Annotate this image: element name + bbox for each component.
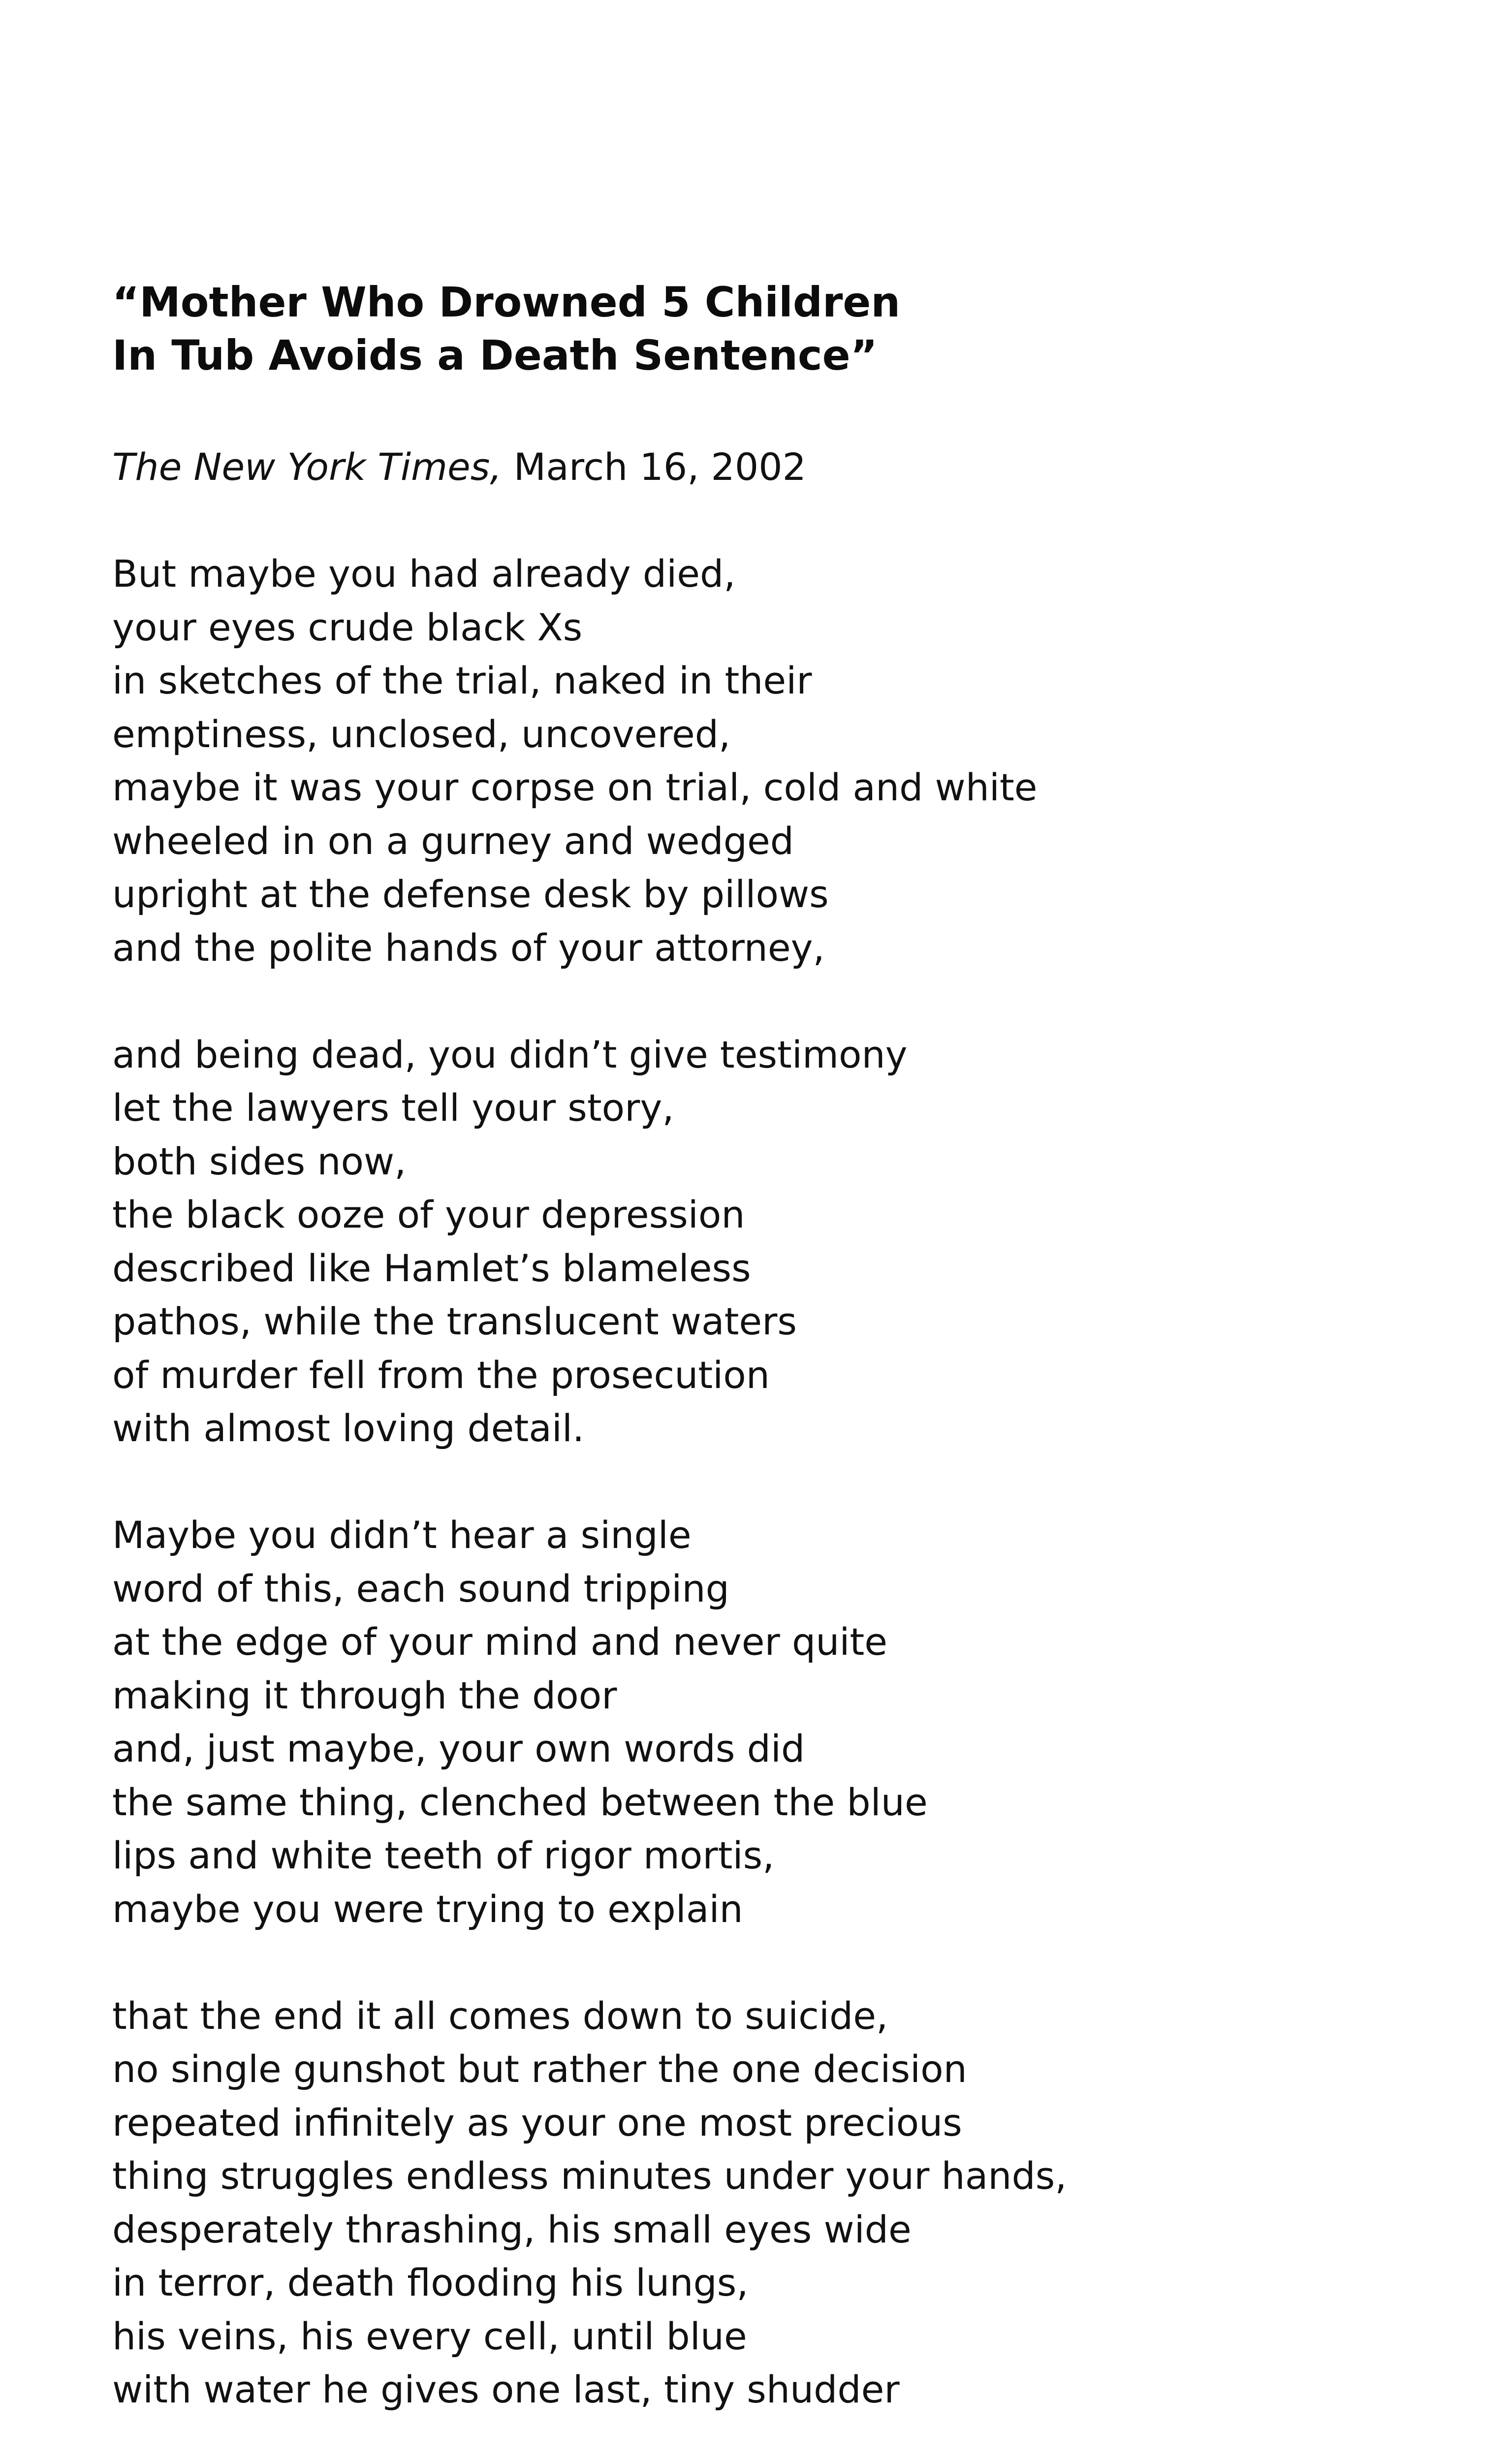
poem-line: let the lawyers tell your story, <box>112 1086 674 1130</box>
poem-line: no single gunshot but rather the one decision <box>112 2047 967 2091</box>
poem-line: described like Hamlet’s blameless <box>112 1246 751 1290</box>
poem-line: and, just maybe, your own words did <box>112 1727 805 1770</box>
poem-line: repeated infinitely as your one most precious <box>112 2100 962 2145</box>
poem-line: desperately thrashing, his small eyes wide <box>112 2207 912 2251</box>
poem-body <box>112 547 1067 2461</box>
poem-line: But maybe you had already died, <box>112 552 736 596</box>
poem-stanza <box>112 1028 1067 1455</box>
source-citation <box>112 441 806 494</box>
poem-title-line: “Mother Who Drowned 5 Children <box>112 278 901 326</box>
source-date: March 16, 2002 <box>502 445 806 489</box>
poem-line: emptiness, unclosed, uncovered, <box>112 712 731 756</box>
poem-line: maybe you were trying to explain <box>112 1887 743 1931</box>
poem-line: of murder fell from the prosecution <box>112 1353 770 1397</box>
poem-stanza <box>112 547 1067 975</box>
source-publication: The New York Times, <box>112 445 502 489</box>
poem-line: and being dead, you didn’t give testimony <box>112 1032 908 1076</box>
poem-line: lips and white teeth of rigor mortis, <box>112 1833 775 1877</box>
poem-line: wheeled in on a gurney and wedged <box>112 819 794 863</box>
poem-line: Maybe you didn’t hear a single <box>112 1513 692 1557</box>
poem-stanza <box>112 1989 1067 2417</box>
poem-line: your eyes crude black Xs <box>112 605 583 649</box>
poem-line: at the edge of your mind and never quite <box>112 1620 888 1664</box>
poem-line: maybe it was your corpse on trial, cold and white <box>112 765 1038 809</box>
poem-line: in terror, death flooding his lungs, <box>112 2261 749 2304</box>
poem-line: that the end it all comes down to suicide, <box>112 1993 888 2038</box>
poem-line: and the polite hands of your attorney, <box>112 925 825 970</box>
poem-title-line: In Tub Avoids a Death Sentence” <box>112 331 878 379</box>
poem-line: the same thing, clenched between the blue <box>112 1780 928 1824</box>
poem-line: upright at the defense desk by pillows <box>112 872 829 916</box>
poem-line: with almost loving detail. <box>112 1406 585 1450</box>
poem-line: word of this, each sound tripping <box>112 1566 729 1610</box>
poem-line: making it through the door <box>112 1673 617 1717</box>
poem-line: in sketches of the trial, naked in their <box>112 659 812 702</box>
poem-title <box>112 276 900 382</box>
poem-line: his veins, his every cell, until blue <box>112 2314 747 2358</box>
poem-line: with water he gives one last, tiny shudder <box>112 2367 900 2411</box>
poem-line: thing struggles endless minutes under your hands, <box>112 2154 1067 2198</box>
poem-stanza <box>112 1509 1067 1936</box>
poem-line: the black ooze of your depression <box>112 1193 745 1236</box>
poem-line: pathos, while the translucent waters <box>112 1299 797 1343</box>
poem-line: both sides now, <box>112 1139 407 1183</box>
